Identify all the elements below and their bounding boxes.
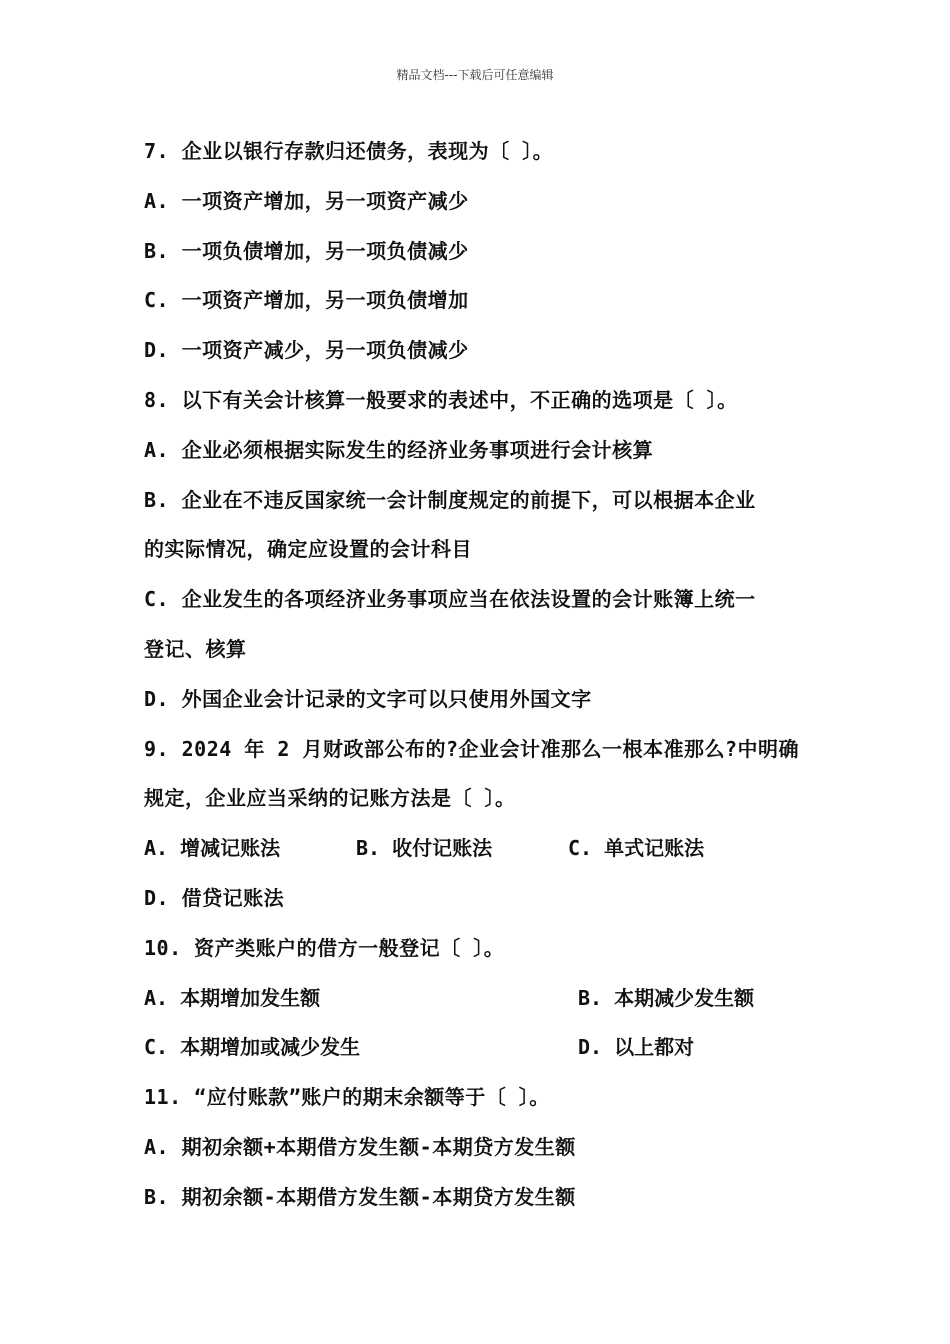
question-10: 10. 资产类账户的借方一般登记〔 〕。: [144, 935, 505, 960]
q7-option-a: A. 一项资产增加，另一项资产减少: [144, 188, 469, 213]
q8-option-b-cont: 的实际情况，确定应设置的会计科目: [144, 537, 472, 562]
document-body: [144, 136, 814, 1232]
q10-option-b: B. 本期减少发生额: [578, 985, 755, 1010]
q10-option-d: D. 以上都对: [578, 1035, 695, 1060]
q8-option-b: B. 企业在不违反国家统一会计制度规定的前提下，可以根据本企业: [144, 487, 756, 512]
q9-option-c: C. 单式记账法: [568, 836, 705, 861]
q9-option-d: D. 借贷记账法: [144, 885, 285, 910]
question-7: 7. 企业以银行存款归还债务，表现为〔 〕。: [144, 139, 554, 163]
q9-options-row: [144, 833, 814, 883]
q7-option-c: C. 一项资产增加，另一项负债增加: [144, 288, 469, 313]
q11-option-a: A. 期初余额+本期借方发生额-本期贷方发生额: [144, 1134, 576, 1159]
q8-option-c: C. 企业发生的各项经济业务事项应当在依法设置的会计账簿上统一: [144, 587, 756, 612]
question-8: 8. 以下有关会计核算一般要求的表述中，不正确的选项是〔 〕。: [144, 387, 738, 412]
q10-options-row-1: [144, 983, 814, 1033]
q9-option-a: A. 增减记账法: [144, 836, 281, 861]
question-9: 9. 2024 年 2 月财政部公布的?企业会计准那么一根本准那么?中明确: [144, 736, 800, 761]
q8-option-d: D. 外国企业会计记录的文字可以只使用外国文字: [144, 686, 592, 711]
q10-options-row-2: [144, 1032, 814, 1082]
q8-option-a: A. 企业必须根据实际发生的经济业务事项进行会计核算: [144, 437, 654, 462]
q10-option-a: A. 本期增加发生额: [144, 985, 321, 1010]
q9-option-b: B. 收付记账法: [356, 836, 493, 861]
question-11: 11. “应付账款”账户的期末余额等于〔 〕。: [144, 1085, 550, 1110]
q7-option-b: B. 一项负债增加，另一项负债减少: [144, 238, 469, 263]
q11-option-b: B. 期初余额-本期借方发生额-本期贷方发生额: [144, 1184, 576, 1209]
q7-option-d: D. 一项资产减少，另一项负债减少: [144, 338, 469, 363]
question-9-cont: 规定，企业应当采纳的记账方法是〔 〕。: [144, 786, 516, 811]
q8-option-c-cont: 登记、核算: [144, 636, 247, 661]
q10-option-c: C. 本期增加或减少发生: [144, 1035, 361, 1060]
page-header: 精品文档---下载后可任意编辑: [396, 68, 554, 82]
